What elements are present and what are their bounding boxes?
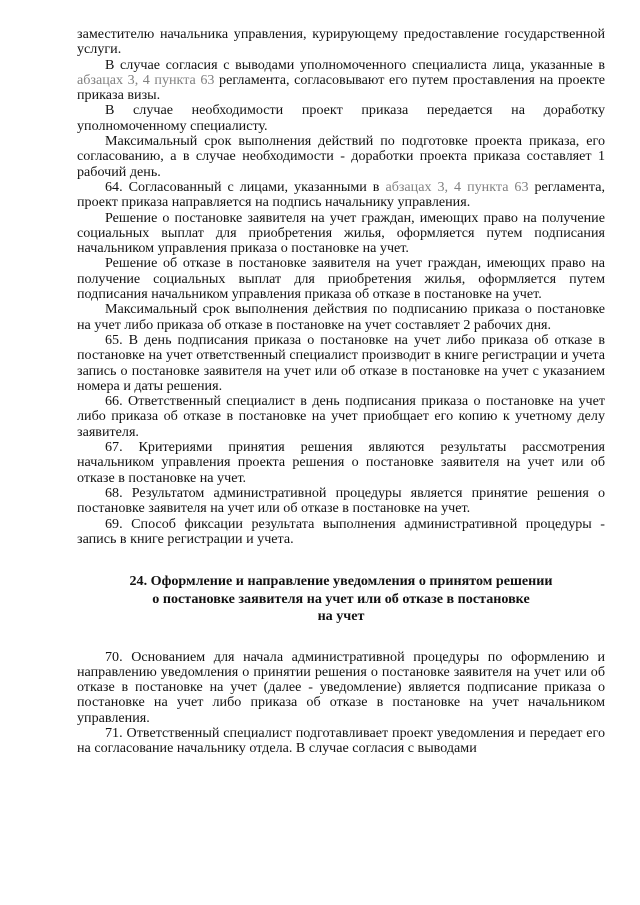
paragraph-text: регламента, согласовывают его путем проставления на проекте приказа визы. xyxy=(77,71,605,104)
paragraph-text: 65. В день подписания приказа о постановке на учет либо приказа об отказе в постановке на учет ответственный специалист производит в книге регистрации и учета запись о постановке заявителя на учет или об отказе в постановке на учет с указанием номера и даты решения. xyxy=(77,331,605,394)
paragraph-max1 xyxy=(77,134,605,180)
paragraph-text: 67. Критериями принятия решения являются результаты рассмотрения начальником управления проекта решения о постановке заявителя на учет или об отказе в постановке на учет. xyxy=(77,439,605,486)
paragraph-refusal xyxy=(77,256,605,302)
paragraph-max2 xyxy=(77,302,605,333)
paragraph-67 xyxy=(77,440,605,486)
paragraph-text: 66. Ответственный специалист в день подписания приказа о постановке на учет либо приказа об отказе в постановке на учет приобщает его копию к учетному делу заявителя. xyxy=(77,393,605,440)
paragraph-text: 71. Ответственный специалист подготавливает проект уведомления и передает его на согласование начальнику отдела. В случае согласия с выводами xyxy=(77,725,605,757)
paragraph-need xyxy=(77,103,605,134)
paragraph-text: Решение об отказе в постановке заявителя на учет граждан, имеющих право на получение социальных выплат для приобретения жилья, оформляется путем подписания начальником управления приказа об отказе в постановке на учет. xyxy=(77,255,605,303)
regulation-reference-link[interactable]: абзацах 3, 4 пункта 63 xyxy=(385,178,529,195)
heading-line-3: на учет xyxy=(317,608,365,625)
paragraph-66 xyxy=(77,394,605,440)
document-body-bottom xyxy=(77,650,605,757)
paragraph-71 xyxy=(77,726,605,757)
paragraph-text: Максимальный срок выполнения действия по подписанию приказа о постановке на учет либо приказа об отказе в постановке на учет составляет 2 рабочих дня. xyxy=(77,301,605,333)
section-heading xyxy=(77,573,605,626)
heading-line-2: о постановке заявителя на учет или об отказе в постановке xyxy=(152,590,530,607)
paragraph-text: Решение о постановке заявителя на учет граждан, имеющих право на получение социальных выплат для приобретения жилья, оформляется путем подписания начальником управления приказа о постановке на учет. xyxy=(77,209,605,257)
paragraph-64 xyxy=(77,180,605,211)
paragraph-68 xyxy=(77,486,605,517)
paragraph-agree xyxy=(77,58,605,104)
paragraph-69 xyxy=(77,517,605,548)
paragraph-cont xyxy=(77,27,605,58)
regulation-reference-link[interactable]: абзацах 3, 4 пункта 63 xyxy=(77,71,215,88)
paragraph-70 xyxy=(77,650,605,726)
document-page xyxy=(77,27,605,757)
document-body-top xyxy=(77,27,605,547)
paragraph-text: Максимальный срок выполнения действий по подготовке проекта приказа, его согласованию, а в случае необходимости - доработки проекта приказа составляет 1 рабочий день. xyxy=(77,133,605,180)
paragraph-text: регламента, проект приказа направляется на подпись начальнику управления. xyxy=(77,178,605,211)
paragraph-text: В случае согласия с выводами уполномоченного специалиста лица, указанные в xyxy=(105,56,605,73)
paragraph-text: 68. Результатом административной процедуры является принятие решения о постановке заявителя на учет или об отказе в постановке на учет. xyxy=(77,484,605,517)
paragraph-text: В случае необходимости проект приказа передается на доработку уполномоченному специалисту. xyxy=(77,102,605,134)
paragraph-text: 70. Основанием для начала административной процедуры по оформлению и направлению уведомления о принятии решения о постановке заявителя на учет или об отказе в постановке на учет (далее - уведомление) является подписание приказа о постановке на учет либо приказа об отказе в постановке на учет начальником управления. xyxy=(77,648,605,726)
paragraph-text: 69. Способ фиксации результата выполнения административной процедуры - запись в книге регистрации и учета. xyxy=(77,515,605,547)
paragraph-65 xyxy=(77,333,605,394)
spacer xyxy=(77,626,605,650)
heading-line-1: 24. Оформление и направление уведомления о принятом решении xyxy=(129,573,553,590)
paragraph-decision xyxy=(77,211,605,257)
paragraph-text: заместителю начальника управления, курирующему предоставление государственной услуги. xyxy=(77,26,605,58)
paragraph-text: 64. Согласованный с лицами, указанными в xyxy=(105,178,386,195)
